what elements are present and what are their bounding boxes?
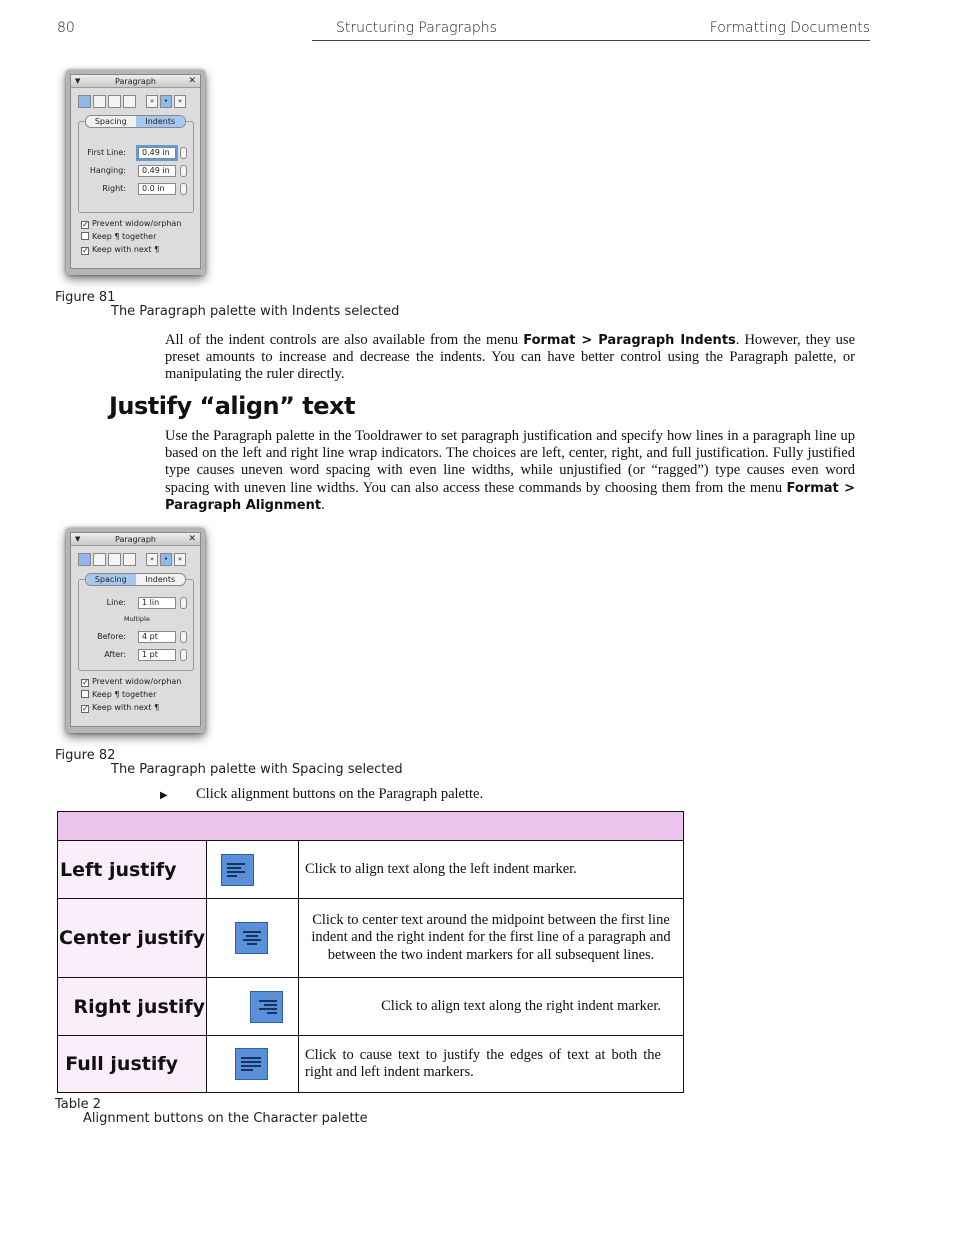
body-text: . However, they use preset amounts to increase and decrease the indents. You can have better control using the Paragraph palette, or manipulating the ruler directly. [165, 332, 856, 383]
paragraph-palette [70, 532, 201, 727]
checkbox-prevent-widow[interactable] [81, 219, 181, 229]
palette-tabs [85, 115, 186, 128]
body-text: . [321, 496, 325, 513]
align-center-icon[interactable] [93, 553, 106, 566]
line-mode-select[interactable]: Multiple [124, 615, 150, 623]
checkbox-keep-together[interactable] [81, 690, 156, 699]
menu-path: Format > Paragraph Indents [523, 333, 736, 348]
alignment-buttons [78, 95, 186, 109]
bullet-item [160, 786, 483, 803]
direction-none-icon[interactable]: • [160, 553, 172, 566]
align-left-icon [221, 854, 254, 886]
indent-paragraph [165, 332, 855, 384]
running-chapter-title: Formatting Documents [709, 20, 870, 36]
checkmark-icon[interactable]: ✓ [82, 704, 89, 713]
palette-tabs [85, 573, 186, 586]
after-field[interactable]: 1 pt [138, 649, 176, 661]
alignment-table [57, 811, 684, 1093]
before-row [81, 631, 190, 644]
palette-titlebar [71, 533, 200, 546]
align-justify-icon[interactable] [123, 95, 136, 108]
figure-82-image [66, 528, 205, 733]
header-rule [312, 40, 870, 41]
checkbox-keep-together[interactable] [81, 232, 156, 241]
bullet-text: Click alignment buttons on the Paragraph palette. [196, 786, 484, 802]
direction-right-icon[interactable]: » [146, 553, 158, 566]
tab-indents[interactable]: Indents [145, 575, 176, 584]
field-label: Before: [97, 632, 126, 641]
field-label: Hanging: [89, 166, 126, 175]
align-right-icon[interactable] [108, 553, 121, 566]
checkbox-label: Keep ¶ together [92, 690, 157, 699]
checkbox-label: Keep ¶ together [92, 232, 157, 241]
checkbox-label: Prevent widow/orphan [92, 219, 182, 228]
align-right-icon [250, 991, 283, 1023]
checkbox-label: Keep with next ¶ [92, 703, 160, 712]
checkmark-icon[interactable]: ✓ [82, 678, 89, 687]
table-row [58, 899, 684, 978]
row-icon-cell [207, 841, 299, 899]
figure-82-caption: The Paragraph palette with Spacing selected [111, 762, 403, 777]
align-justify-icon[interactable] [123, 553, 136, 566]
page-number: 80 [57, 20, 75, 36]
justify-paragraph [165, 428, 855, 514]
stepper-icon[interactable] [180, 631, 187, 643]
checkbox-keep-with-next[interactable] [81, 245, 159, 255]
table-row [58, 978, 684, 1036]
checkbox-prevent-widow[interactable] [81, 677, 181, 687]
body-text: Use the Paragraph palette in the Tooldrawer to set paragraph justification and specify how lines in a paragraph line up based on the left and right line wrap indicators. The choices are left, center, right, and full justification. Fully justified type causes uneven word spacing with even line widths, while unjustified (or “ragged”) type causes even word spacing with uneven line widths. You can also access these commands by choosing them from the menu [165, 428, 855, 496]
right-row [81, 183, 190, 196]
checkmark-icon[interactable]: ✓ [82, 246, 89, 255]
checkbox-label: Prevent widow/orphan [92, 677, 182, 686]
direction-none-icon[interactable]: • [160, 95, 172, 108]
menu-path: Format > Paragraph Alignment [165, 480, 855, 513]
palette-title: Paragraph [115, 77, 156, 86]
checkbox-empty-icon[interactable] [81, 232, 89, 240]
line-row [81, 597, 190, 610]
stepper-icon[interactable] [180, 165, 187, 177]
tab-spacing[interactable]: Spacing [94, 117, 127, 126]
stepper-icon[interactable] [180, 649, 187, 661]
before-field[interactable]: 4 pt [138, 631, 176, 643]
row-name: Right justify [58, 978, 207, 1036]
stepper-icon[interactable] [180, 183, 187, 195]
row-description: Click to align text along the left indent marker. [299, 841, 684, 899]
table-header-row [58, 812, 684, 841]
checkmark-icon[interactable]: ✓ [82, 220, 89, 229]
collapse-triangle-icon[interactable]: ▼ [75, 535, 81, 543]
align-center-icon[interactable] [93, 95, 106, 108]
figure-81-caption: The Paragraph palette with Indents selected [111, 304, 400, 319]
row-name: Full justify [58, 1036, 207, 1093]
collapse-triangle-icon[interactable]: ▼ [75, 77, 81, 85]
align-left-icon[interactable] [78, 95, 91, 108]
figure-82-label: Figure 82 [55, 748, 116, 763]
direction-right-icon[interactable]: » [146, 95, 158, 108]
table-label: Table 2 [55, 1097, 102, 1112]
row-icon-cell [207, 978, 299, 1036]
checkbox-empty-icon[interactable] [81, 690, 89, 698]
direction-left-icon[interactable]: « [174, 95, 186, 108]
close-icon[interactable]: ✕ [188, 534, 196, 544]
align-left-icon[interactable] [78, 553, 91, 566]
row-description: Click to cause text to justify the edges of text at both the right and left indent markers. [299, 1036, 684, 1093]
running-section-title: Structuring Paragraphs [336, 20, 497, 36]
field-label: Right: [102, 184, 126, 193]
hanging-field[interactable]: 0.49 in [138, 165, 176, 177]
figure-81-label: Figure 81 [55, 290, 116, 305]
field-label: After: [104, 650, 126, 659]
hanging-row [81, 165, 190, 178]
row-icon-cell [207, 899, 299, 978]
section-heading: Justify “align” text [109, 392, 355, 420]
align-right-icon[interactable] [108, 95, 121, 108]
checkbox-keep-with-next[interactable] [81, 703, 159, 713]
row-name: Center justify [58, 899, 207, 978]
table-header-cell [58, 812, 684, 841]
row-description: Click to align text along the right indent marker. [299, 978, 684, 1036]
row-name: Left justify [58, 841, 207, 899]
palette-title: Paragraph [115, 535, 156, 544]
tab-spacing[interactable]: Spacing [86, 574, 136, 585]
first-line-row [81, 147, 190, 160]
paragraph-palette [70, 74, 201, 269]
stepper-icon[interactable] [180, 597, 187, 609]
align-justify-icon [235, 1048, 268, 1080]
body-text: All of the indent controls are also available from the menu [165, 332, 524, 348]
bullet-arrow-icon: ▶ [160, 790, 168, 801]
line-mode-row [81, 613, 190, 626]
first-line-field[interactable]: 0.49 in [138, 147, 176, 159]
row-description: Click to center text around the midpoint between the first line indent and the right indent for the first line of a paragraph and between the two indent markers for all subsequent lines. [299, 899, 684, 978]
align-center-icon [235, 922, 268, 954]
stepper-icon[interactable] [180, 147, 187, 159]
table-row [58, 841, 684, 899]
right-field[interactable]: 0.0 in [138, 183, 176, 195]
direction-left-icon[interactable]: « [174, 553, 186, 566]
tab-indents[interactable]: Indents [136, 116, 186, 127]
alignment-buttons [78, 553, 186, 567]
close-icon[interactable]: ✕ [188, 76, 196, 86]
table-row [58, 1036, 684, 1093]
field-label: Line: [106, 598, 126, 607]
after-row [81, 649, 190, 662]
row-icon-cell [207, 1036, 299, 1093]
table-caption: Alignment buttons on the Character palette [83, 1111, 368, 1126]
line-field[interactable]: 1 lin [138, 597, 176, 609]
checkbox-label: Keep with next ¶ [92, 245, 160, 254]
figure-81-image [66, 70, 205, 275]
palette-titlebar [71, 75, 200, 88]
field-label: First Line: [87, 148, 126, 157]
